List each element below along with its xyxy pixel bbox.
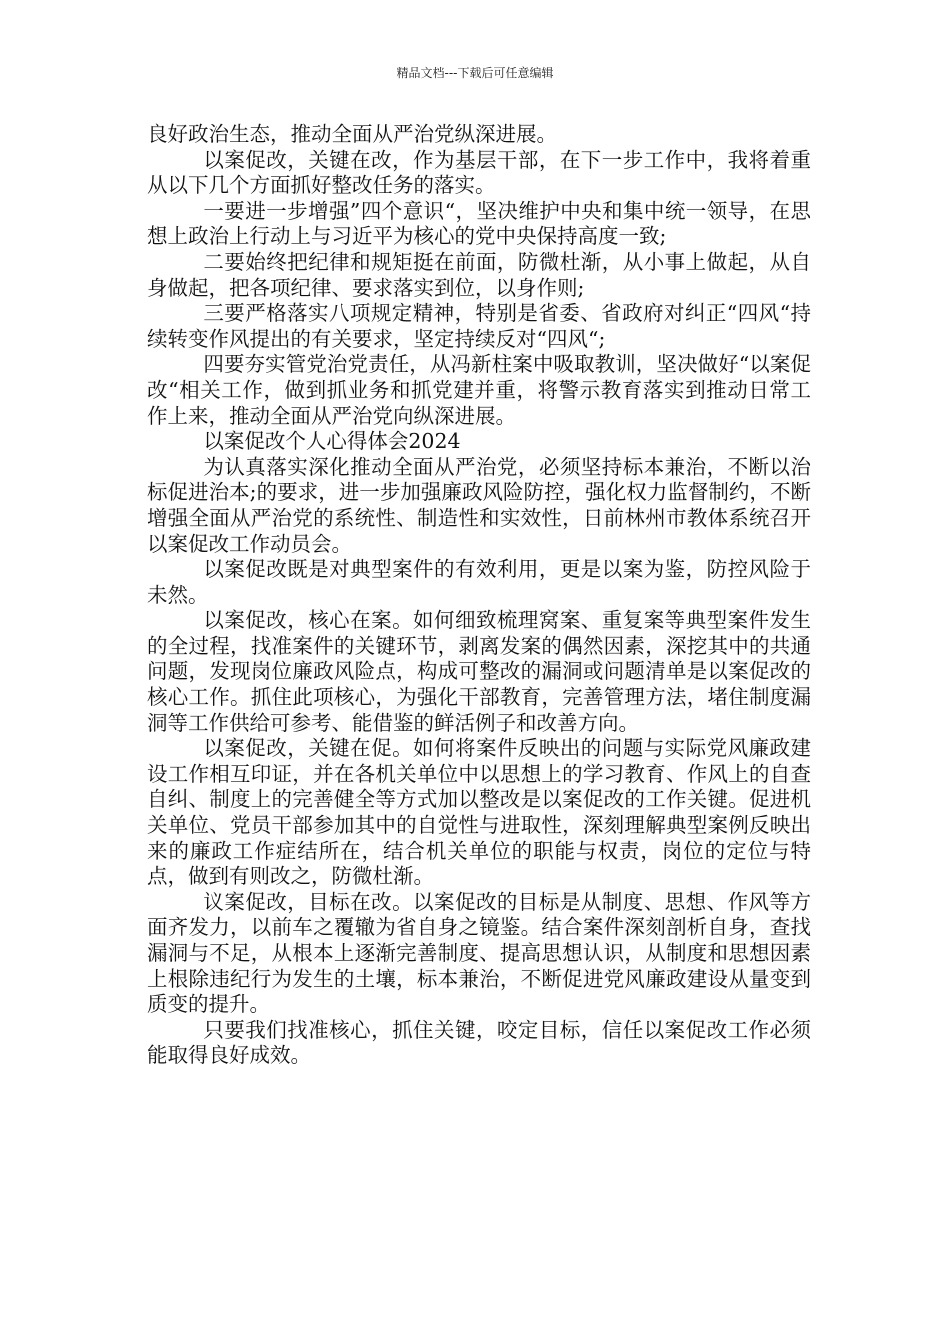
paragraph: 为认真落实深化推动全面从严治党，必须坚持标本兼治，不断以治标促进治本;的要求，进一步加强廉政风险防控，强化权力监督制约，不断增强全面从严治党的系统性、制造性和实效性，日前林州市教体系统召开以案促改工作动员会。 [147,454,811,556]
paragraph: 以案促改，关键在促。如何将案件反映出的问题与实际党风廉政建设工作相互印证，并在各机关单位中以思想上的学习教育、作风上的自查自纠、制度上的完善健全等方式加以整改是以案促改的工作关键。促进机关单位、党员干部参加其中的自觉性与进取性，深刻理解典型案例反映出来的廉政工作症结所在，结合机关单位的职能与权责，岗位的定位与特点，做到有则改之，防微杜渐。 [147,736,811,889]
paragraph-continuation: 良好政治生态，推动全面从严治党纵深进展。 [147,122,557,146]
paragraph: 以案促改，核心在案。如何细致梳理窝案、重复案等典型案件发生的全过程，找准案件的关键环节，剥离发案的偶然因素，深挖其中的共通问题，发现岗位廉政风险点，构成可整改的漏洞或问题清单是以案促改的核心工作。抓住此项核心，为强化干部教育，完善管理方法，堵住制度漏洞等工作供给可参考、能借鉴的鲜活例子和改善方向。 [147,608,811,735]
paragraph: 议案促改，目标在改。以案促改的目标是从制度、思想、作风等方面齐发力，以前车之覆辙为省自身之镜鉴。结合案件深刻剖析自身，查找漏洞与不足，从根本上逐渐完善制度、提高思想认识，从制度和思想因素上根除违纪行为发生的土壤，标本兼治，不断促进党风廉政建设从量变到质变的提升。 [147,889,811,1017]
paragraph: 四要夯实管党治党责任，从冯新柱案中吸取教训，坚决做好“以案促改“相关工作，做到抓业务和抓党建并重，将警示教育落实到推动日常工作上来，推动全面从严治党向纵深进展。 [147,352,811,428]
paragraph: 以案促改，关键在改，作为基层干部，在下一步工作中，我将着重从以下几个方面抓好整改任务的落实。 [147,147,811,198]
section-title: 以案促改个人心得体会2024 [203,429,461,454]
paragraph: 三要严格落实八项规定精神，特别是省委、省政府对纠正“四风“持续转变作风提出的有关要求，坚定持续反对“四风“; [147,301,811,351]
paragraph: 以案促改既是对典型案件的有效利用，更是以案为鉴，防控风险于未然。 [147,557,811,607]
page-header: 精品文档---下载后可任意编辑 [396,66,554,80]
paragraph: 只要我们找准核心，抓住关键，咬定目标，信任以案促改工作必须能取得良好成效。 [147,1017,811,1068]
paragraph: 一要进一步增强”四个意识“，坚决维护中央和集中统一领导，在思想上政治上行动上与习近平为核心的党中央保持高度一致; [147,198,811,249]
document-body [147,122,811,1069]
paragraph: 二要始终把纪律和规矩挺在前面，防微杜渐，从小事上做起，从自身做起，把各项纪律、要求落实到位，以身作则; [147,249,811,300]
